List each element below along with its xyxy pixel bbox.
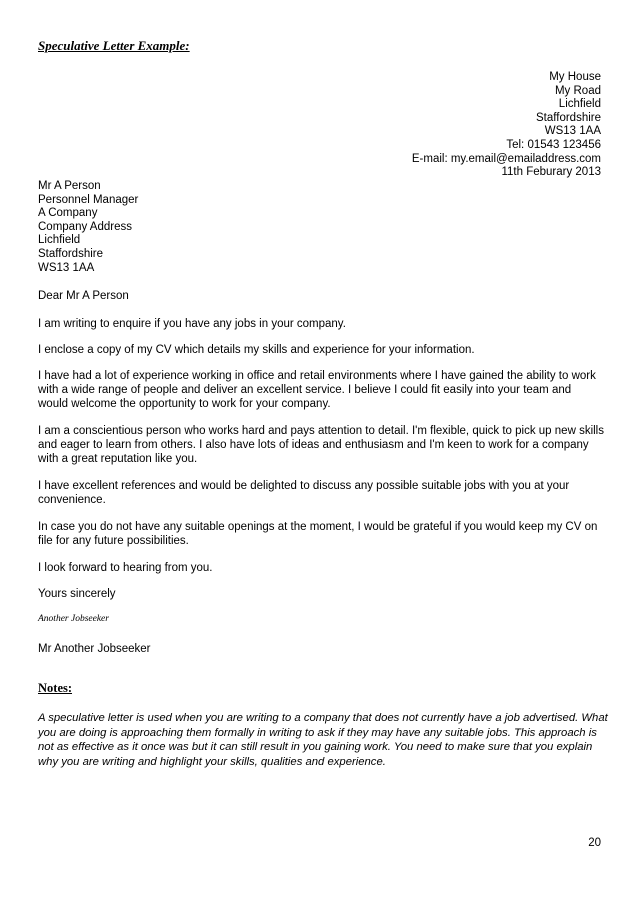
letter-paragraph: I have excellent references and would be delighted to discuss any possible suitable jobs with you at your convenience. (38, 480, 570, 506)
sender-line: Lichfield (558, 98, 601, 111)
sender-line: Tel: 01543 123456 (506, 138, 601, 151)
sender-line: Staffordshire (536, 111, 601, 124)
recipient-line: Staffordshire (38, 247, 103, 260)
recipient-line: Mr A Person (38, 180, 101, 192)
notes-body: A speculative letter is used when you are writing to a company that does not currently have a job advertised. What you are doing is approaching them formally in writing to ask if they may have any suitable jobs. This approach is not as effective as it once was but it can still result in you gaining work. You need to make sure that you explain why you are writing and highlight your skills, qualities and experience. (38, 712, 608, 768)
sender-line: E-mail: my.email@emailaddress.com (411, 152, 601, 165)
recipient-line: A Company (38, 207, 98, 220)
letter-paragraph: In case you do not have any suitable openings at the moment, I would be grateful if you would keep my CV on file for any future possibilities. (38, 521, 598, 547)
sender-line: My House (549, 71, 601, 83)
notes-title: Notes: (38, 681, 73, 695)
letter-paragraph: I have had a lot of experience working in office and retail environments where I have gained the ability to work with a wide range of people and deliver an excellent service. I believe I could fit easily into your team and would welcome the opportunity to work for your company. (38, 370, 596, 410)
sender-line: My Road (554, 84, 601, 97)
letter-paragraph: I am a conscientious person who works hard and pays attention to detail. I'm flexible, quick to pick up new skills and eager to learn from others. I also have lots of ideas and enthusiasm and I'm keen to work for a company with a great reputation like you. (38, 425, 604, 465)
signature: Another Jobseeker (38, 614, 109, 624)
page-number: 20 (588, 837, 601, 849)
recipient-address (38, 180, 138, 275)
recipient-line: WS13 1AA (38, 261, 95, 274)
salutation: Dear Mr A Person (38, 290, 129, 302)
sender-line: WS13 1AA (544, 125, 601, 138)
sender-address (412, 71, 601, 180)
recipient-line: Personnel Manager (38, 193, 139, 206)
page-title: Speculative Letter Example: (38, 38, 190, 53)
letter-paragraph: I look forward to hearing from you. (38, 562, 213, 574)
recipient-line: Company Address (38, 220, 132, 233)
letter-paragraph: I am writing to enquire if you have any jobs in your company. (38, 318, 346, 330)
recipient-line: Lichfield (38, 234, 81, 247)
sender-date: 11th Feburary 2013 (501, 166, 601, 179)
letter-paragraph: I enclose a copy of my CV which details my skills and experience for your information. (38, 344, 475, 356)
closing: Yours sincerely (38, 588, 116, 600)
printed-name: Mr Another Jobseeker (38, 643, 151, 655)
